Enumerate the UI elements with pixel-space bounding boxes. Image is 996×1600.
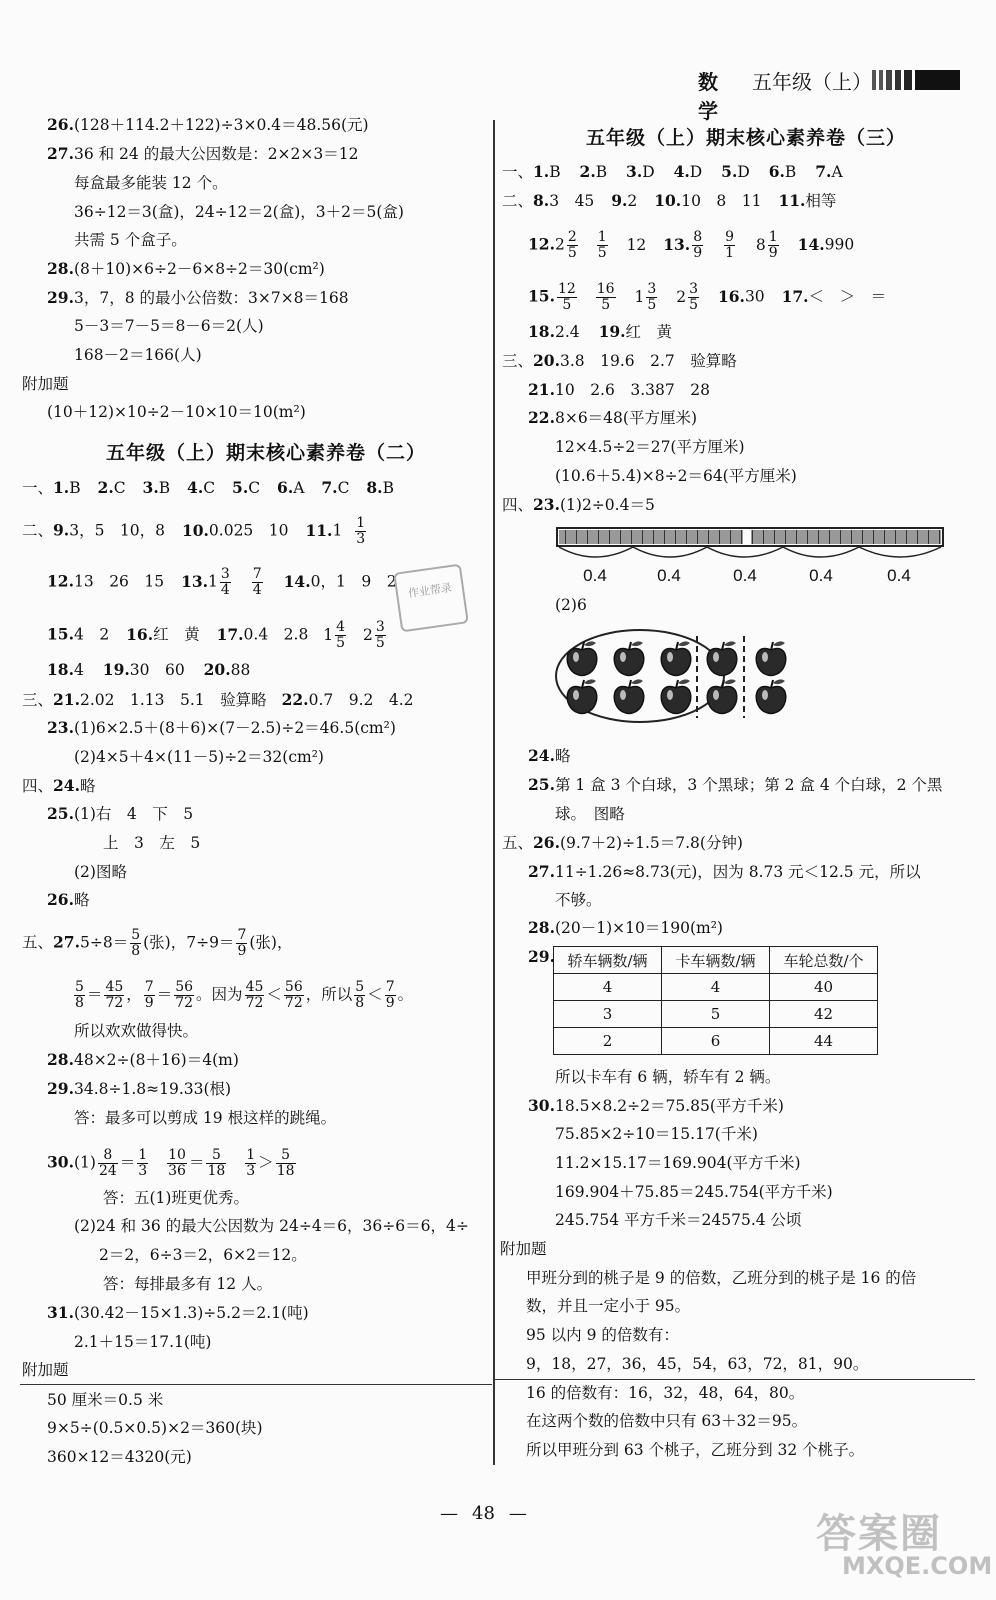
r-bonus-line2: 数，并且一定小于 95。 (526, 1297, 691, 1315)
bonus-heading-2: 附加题 (22, 1361, 69, 1379)
r-bonus-line1: 甲班分到的桃子是 9 的倍数，乙班分到的桃子是 16 的倍 (526, 1269, 917, 1287)
answer-27-line4: 共需 5 个盒子。 (74, 231, 187, 249)
bonus-answer-1: (10＋12)×10÷2－10×10＝10(m²) (47, 403, 306, 421)
row-fill-4: 18.4 19.30 60 20.88 (47, 660, 251, 679)
bottom-rule-right (495, 1379, 975, 1380)
apple-icon (661, 679, 691, 713)
r-answer-27-line2: 不够。 (555, 891, 602, 909)
answer-30b-line5: 答：每排最多有 12 人。 (103, 1275, 273, 1293)
apple-icon (614, 641, 644, 675)
column-divider (493, 120, 495, 1465)
apple-icon (707, 641, 737, 675)
r-answer-21: 21.10 2.6 3.387 28 (528, 380, 710, 399)
table-cell: 44 (770, 1028, 878, 1055)
row-fill-3: 15.4 2 16.红 黄 17.0.4 2.8 1 $\frac{4}{5}$ 2 $\frac{3}{5}$ (47, 619, 385, 651)
r-answer-23-part2: (2)6 (555, 596, 587, 614)
section-title-3: 五年级（上）期末核心素养卷（三） (586, 127, 907, 149)
answer-30b-line2: 答：五(1)班更优秀。 (103, 1189, 249, 1207)
apple-icon (707, 679, 737, 713)
r-answer-30-line4: 169.904＋75.85＝245.754(平方千米) (555, 1183, 833, 1201)
apple-icon (661, 641, 691, 675)
r-answer-25: 25.第 1 盒 3 个白球，3 个黑球；第 2 盒 4 个白球，2 个黑 (528, 775, 943, 794)
apple-icon (614, 679, 644, 713)
r-bonus-line4: 9，18，27，36，45，54，63，72，81，90。 (526, 1355, 869, 1373)
table-header: 轿车辆数/辆 (554, 947, 662, 974)
r-answer-30-line2: 75.85×2÷10＝15.17(千米) (555, 1125, 758, 1143)
table-cell: 40 (770, 974, 878, 1001)
table-header-row (554, 947, 878, 974)
r-answer-24: 24.略 (528, 746, 571, 765)
apple-icon (567, 641, 597, 675)
page-number: — 48 — (440, 1503, 527, 1524)
header-subject: 数学 (698, 70, 718, 123)
answer-25: 25.(1)右 4 下 5 (47, 804, 194, 823)
answer-26: 26.(128＋114.2＋122)÷3×0.4＝48.56(元) (47, 115, 369, 134)
table-cell: 5 (662, 1001, 770, 1028)
r-row-fill-2: 12.2 $\frac{2}{5}$ $\frac{1}{5}$ 12 13. $\frac{8}{9}$ $\frac{9}{1}$ 8 $\frac{1}{9}$ 14.990 (528, 229, 855, 261)
table-cell: 4 (554, 974, 662, 1001)
r-answer-29-conclusion: 所以卡车有 6 辆，轿车有 2 辆。 (555, 1068, 781, 1086)
apple-icon (756, 679, 786, 713)
answer-29b: 29.34.8÷1.8≈19.33(根) (47, 1079, 232, 1098)
answer-23: 23.(1)6×2.5＋(8＋6)×(7－2.5)÷2＝46.5(cm²) (47, 718, 396, 737)
answer-24: 四、24.略 (22, 776, 96, 795)
watermark-logo: 答案圈 (816, 1511, 942, 1557)
bar-segment-label: 0.4 (657, 566, 681, 585)
answer-30b: 30.(1) $\frac{8}{24}$ ＝ $\frac{1}{3}$ $\frac{10}{36}$ ＝ $\frac{5}{18}$ $\frac{1}{3}$ ＞ $\frac{5}{18}$ (47, 1147, 295, 1179)
r-answer-25-line2: 球。 图略 (555, 805, 625, 823)
bottom-rule-left (20, 1384, 492, 1385)
table-row (554, 1028, 878, 1055)
bar-segment-label: 0.4 (583, 566, 607, 585)
answer-25-line3: (2)图略 (74, 863, 127, 881)
bonus-answer-2b: 9×5÷(0.5×0.5)×2＝360(块) (47, 1419, 263, 1437)
table-cell: 42 (770, 1001, 878, 1028)
answer-23-line2: (2)4×5＋4×(11－5)÷2＝32(cm²) (74, 748, 324, 766)
answer-29: 29.3，7，8 的最小公倍数：3×7×8＝168 (47, 288, 349, 307)
apples-figure (555, 628, 800, 728)
answer-31: 31.(30.42－15×1.3)÷5.2＝2.1(吨) (47, 1303, 309, 1322)
bar-segment-label: 0.4 (733, 566, 757, 585)
apple-icon (756, 641, 786, 675)
row-choice: 一、1.B 2.C 3.B 4.C 5.C 6.A 7.C 8.B (22, 478, 394, 497)
answer-29-line2: 5－3＝7－5＝8－6＝2(人) (74, 317, 264, 335)
r-answer-28: 28.(20－1)×10＝190(m²) (528, 918, 723, 937)
r-answer-22-line2: 12×4.5÷2＝27(平方厘米) (555, 438, 745, 456)
answer-25-line2: 上 3 左 5 (103, 834, 201, 852)
r-answer-30-line3: 11.2×15.17＝169.904(平方千米) (555, 1154, 801, 1172)
bonus-heading-1: 附加题 (22, 375, 69, 393)
answer-27b-conclusion: 所以欢欢做得快。 (74, 1022, 199, 1040)
watermark-site: MXQE.COM (842, 1552, 993, 1580)
row-fill-1: 二、9.3，5 10，8 10.0.025 10 11.1 $\frac{1}{3}$ (22, 515, 366, 547)
table-cell: 4 (662, 974, 770, 1001)
table-cell: 6 (662, 1028, 770, 1055)
header-decoration (872, 68, 960, 92)
bar-segment-label: 0.4 (887, 566, 911, 585)
r-row-choice: 一、1.B 2.B 3.D 4.D 5.D 6.B 7.A (502, 162, 843, 181)
bar-segment-label: 0.4 (809, 566, 833, 585)
r-answer-29-label: 29. (528, 947, 555, 966)
r-answer-30-line5: 245.754 平方千米＝24575.4 公顷 (555, 1211, 802, 1229)
r-bonus-line3: 95 以内 9 的倍数有： (526, 1326, 679, 1344)
bonus-answer-2a: 50 厘米＝0.5 米 (47, 1391, 164, 1409)
section-title-2: 五年级（上）期末核心素养卷（二） (106, 442, 427, 464)
segment-bar-figure (555, 525, 945, 585)
answer-27-line3: 36÷12＝3(盒)，24÷12＝2(盒)，3＋2＝5(盒) (74, 203, 404, 221)
table-cell: 3 (554, 1001, 662, 1028)
answer-28b: 28.48×2÷(8＋16)＝4(m) (47, 1050, 239, 1069)
r-answer-23: 四、23.(1)2÷0.4＝5 (502, 495, 655, 514)
homework-stamp: 作业帮录 (393, 564, 469, 633)
r-row-fill-1: 二、8.3 45 9.2 10.10 8 11 11.相等 (502, 191, 837, 210)
answer-30b-line4: 2＝2，6÷3＝2，6×2＝12。 (99, 1246, 307, 1264)
answer-30b-line3: (2)24 和 36 的最大公因数为 24÷4＝6，36÷6＝6，4÷ (74, 1217, 469, 1235)
answer-29b-line2: 答：最多可以剪成 19 根这样的跳绳。 (74, 1109, 337, 1127)
table-cell: 2 (554, 1028, 662, 1055)
answer-27b-compare: $\frac{5}{8}$ ＝ $\frac{45}{72}$ ， $\frac{7}{9}$ ＝ $\frac{56}{72}$ 。因为 $\frac{45}{72}$ ＜ $\frac{56}{72}$ ，所以 $\frac{5}{8}$ ＜ $\frac{7}{9}$ 。 (75, 979, 414, 1011)
row-calc-1: 三、21.2.02 1.13 5.1 验算略 22.0.7 9.2 4.2 (22, 690, 414, 709)
r-answer-26: 五、26.(9.7＋2)÷1.5＝7.8(分钟) (502, 833, 743, 852)
r-answer-20: 三、20.3.8 19.6 2.7 验算略 (502, 351, 737, 370)
r-bonus-line5: 16 的倍数有：16，32，48，64，80。 (526, 1384, 805, 1402)
apple-icon (567, 679, 597, 713)
answer-29-line3: 168－2＝166(人) (74, 346, 202, 364)
row-fill-2: 12.13 26 15 13.1 $\frac{3}{4}$ $\frac{7}{4}$ 14.0，1 9 2 (47, 566, 397, 598)
table-row (554, 1001, 878, 1028)
r-answer-30: 30.18.5×8.2÷2＝75.85(平方千米) (528, 1096, 784, 1115)
r-answer-27: 27.11÷1.26≈8.73(元)，因为 8.73 元＜12.5 元，所以 (528, 862, 921, 881)
vehicle-table (553, 946, 878, 1055)
header-grade: 五年级（上） (752, 70, 872, 94)
answer-27: 27.36 和 24 的最大公因数是：2×2×3＝12 (47, 144, 359, 163)
r-answer-22: 22.8×6＝48(平方厘米) (528, 408, 697, 427)
r-answer-22-line3: (10.6＋5.4)×8÷2＝64(平方厘米) (555, 467, 797, 485)
table-header: 卡车辆数/辆 (662, 947, 770, 974)
r-row-fill-3: 15. $\frac{12}{5}$ $\frac{16}{5}$ 1 $\frac{3}{5}$ 2 $\frac{3}{5}$ 16.30 17.＜ ＞ ＝ (528, 281, 887, 313)
r-bonus-line7: 所以甲班分到 63 个桃子，乙班分到 32 个桃子。 (526, 1441, 865, 1459)
answer-26b: 26.略 (47, 890, 90, 909)
r-bonus-line6: 在这两个数的倍数中只有 63＋32＝95。 (526, 1412, 808, 1430)
answer-31-line2: 2.1＋15＝17.1(吨) (74, 1333, 212, 1351)
answer-27-line2: 每盒最多能装 12 个。 (74, 174, 228, 192)
answer-27b: 五、27.5÷8＝ $\frac{5}{8}$ (张)，7÷9＝ $\frac{7}{9}$ (张)， (22, 927, 293, 959)
table-header: 车轮总数/个 (770, 947, 878, 974)
r-bonus-heading: 附加题 (500, 1240, 547, 1258)
table-row (554, 974, 878, 1001)
r-row-fill-4: 18.2.4 19.红 黄 (528, 322, 673, 341)
answer-28: 28.(8＋10)×6÷2－6×8÷2＝30(cm²) (47, 259, 325, 278)
bonus-answer-2c: 360×12＝4320(元) (47, 1448, 192, 1466)
